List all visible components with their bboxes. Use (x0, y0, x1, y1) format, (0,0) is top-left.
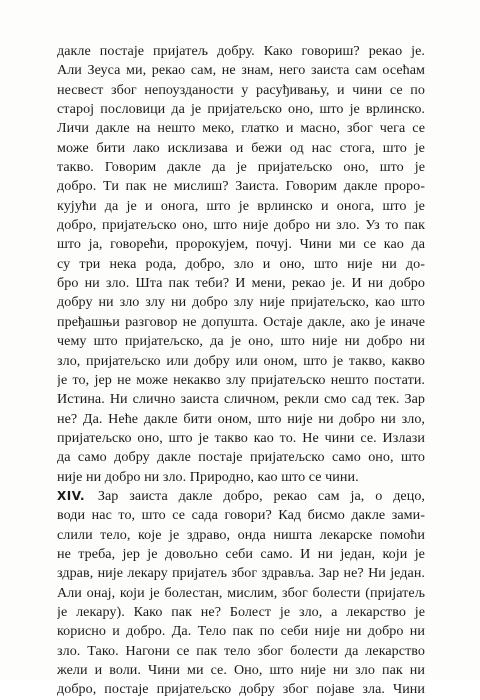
text-line: добро. Ти пак не мислиш? Заиста. Говорим дакле проро- (57, 178, 425, 195)
text-line: кујући да је и онога, што је врлинско и онога, што је (57, 197, 425, 214)
text-line: чему што пријатељско, да је оно, што није ни добро ни (57, 333, 425, 350)
text-line: је то, јер не може некакво злу пријатељско нешто постати. (57, 371, 425, 388)
text-line: такво. Говорим дакле да је пријатељско оно, што је (57, 159, 425, 176)
text-line: зло, пријатељско или добру или оном, што је такво, какво (57, 352, 425, 369)
text-line: води нас то, што се сада говори? Кад бисмо дакле зами- (57, 507, 425, 524)
text-line: пређашњи разговор не допушта. Остаје дакле, ако је иначе (57, 313, 425, 330)
text-line: бро ни зло. Шта пак теби? И мени, рекао је. И ни добро (57, 275, 425, 292)
text-line: здрав, није лекару пријатељ због здравља. Зар не? Ни један. (57, 565, 425, 582)
text-line: је лекару). Како пак не? Болест је зло, а лекарство је (57, 603, 425, 620)
text-line: да само добру дакле постаје пријатељско само оно, што (57, 449, 425, 466)
text-line: дакле постаје пријатељ добру. Како говориш? рекао је. (57, 43, 425, 59)
text-line: не? Да. Неће дакле бити оном, што није ни добро ни зло, (57, 410, 425, 427)
text-line: добру ни зло злу ни добро злу није пријатељско, као што (57, 294, 425, 311)
text-line: може бити лако исклизава и бежи од нас стога, што је (57, 139, 425, 156)
text-line: што ја, говорећи, пророкујем, почуј. Чини ми се као да (57, 236, 425, 253)
text-line: пријатељско оно, што је такво као то. Не чини се. Излази (57, 429, 425, 446)
chapter-first-text: Зар заиста дакле добро, рекао сам ја, о децо, (87, 487, 425, 504)
text-line: су три нека рода, добро, зло и оно, што није ни до- (57, 255, 425, 272)
text-line: добро, пријатељско оно, што није добро ни зло. Уз то пак (57, 217, 425, 234)
page-text (57, 42, 425, 700)
text-line: старој пословици да је пријатељско оно, што је врлинско. (57, 101, 425, 118)
text-line: зло. Тако. Нагони се пак тело због болести да лекарство (57, 642, 425, 659)
text-line: несвест због непоузданости у расуђивању, и чини се по (57, 81, 425, 98)
text-line: Али Зеуса ми, рекао сам, не знам, него заиста сам осећам (57, 62, 425, 79)
text-line: добро, постаје пријатељско добру због појаве зла. Чини (57, 681, 425, 698)
text-line: жели и воли. Чини ми се. Оно, што није ни зло пак ни (57, 662, 425, 678)
text-line: слили тело, које је здраво, онда ништа лекарске помоћи (57, 526, 425, 543)
text-line: не треба, јер је довољно себи само. И ни један, који је (57, 545, 425, 562)
chapter-line (57, 487, 425, 506)
text-line: корисно и добро. Да. Тело пак по себи није ни добро ни (57, 623, 425, 640)
text-line: није ни добро ни зло. Природно, као што се чини. (57, 468, 359, 485)
chapter-number: XIV. (57, 488, 86, 503)
text-line: Истина. Ни слично заиста сличном, рекли смо сад тек. Зар (57, 391, 425, 408)
text-line: Личи дакле на нешто меко, глатко и масно, због чега се (57, 120, 425, 137)
text-line: Али онај, који је болестан, мислим, због болести (пријатељ (57, 584, 425, 601)
